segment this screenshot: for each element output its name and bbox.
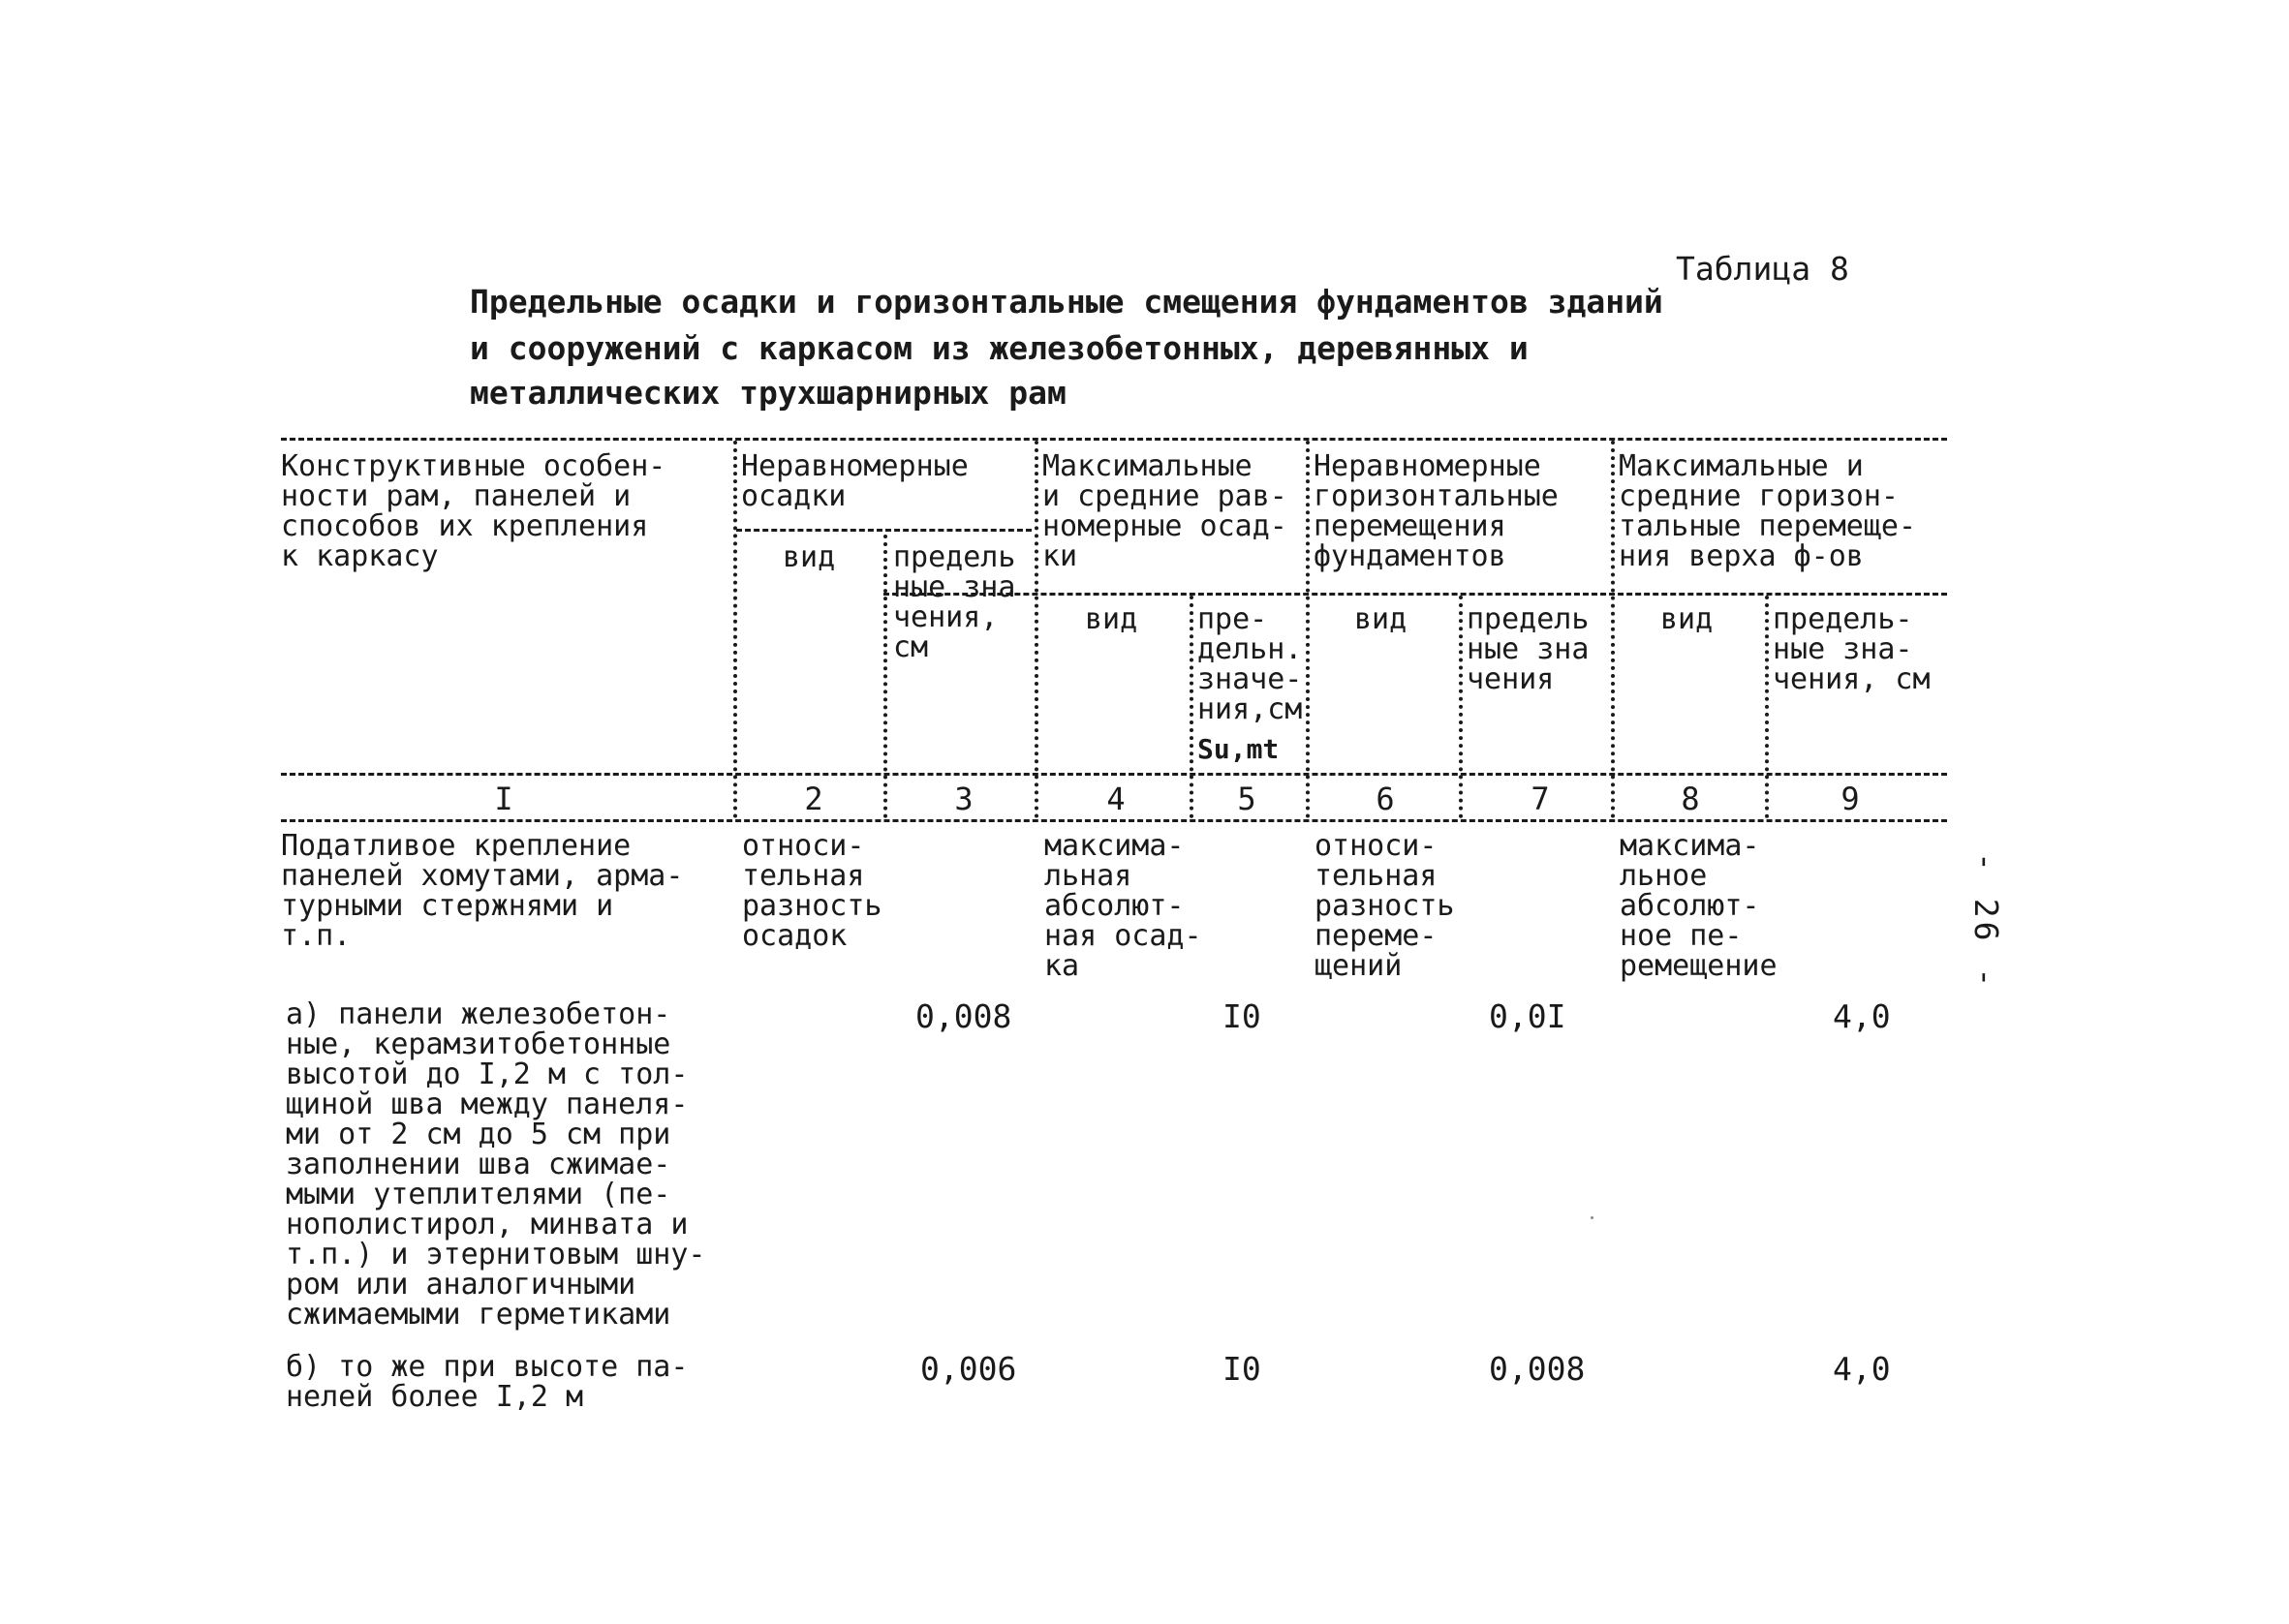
row2-col3-value: 0,008 — [915, 997, 1012, 1035]
column-number-2: 2 — [804, 781, 823, 817]
table-title-line-3: металлических трухшарнирных рам — [470, 374, 1067, 412]
header-col5-label: пре- дельн. значе- ния,см — [1197, 602, 1303, 726]
header-group-nonuniform-settlement: Неравномерные осадки — [741, 449, 969, 513]
header-col2-label: вид — [783, 540, 836, 574]
header-col9-label: предель- ные зна- чения, см — [1773, 602, 1931, 696]
header-group-nonuniform-horizontal: Неравномерные горизонтальные перемещения фундаментов — [1314, 449, 1559, 573]
column-number-4: 4 — [1106, 781, 1126, 817]
header-group-max-avg-horizontal: Максимальные и средние горизон- тальные перемеще- ния верха ф-ов — [1619, 449, 1917, 573]
column-number-8: 8 — [1681, 781, 1700, 817]
row2-construction-type: а) панели железобетон- ные, керамзитобетонные высотой до I,2 м с тол- щиной шва между панеля- ми от 2 см до 5 см при заполнении шва сжимае- мыми утеплителями (пе- нополистирол, минвата и т.п.) и этернитовым шну- ром или аналогичными сжимаемыми герметиками — [286, 997, 706, 1332]
header-col3-label: предель ные зна чения, см — [893, 540, 1016, 664]
col-separator-4-5 — [1190, 596, 1193, 818]
row2-col5-value: I0 — [1222, 997, 1261, 1035]
header-subrule-middle — [883, 593, 1947, 596]
row3-col9-value: 4,0 — [1833, 1350, 1891, 1388]
row1-construction-type: Податливое крепление панелей хомутами, арма- турными стержнями и т.п. — [281, 829, 684, 953]
header-group-max-avg-settlement: Максимальные и средние рав- номерные осад- ки — [1042, 449, 1287, 573]
column-number-9: 9 — [1840, 781, 1860, 817]
col-separator-6-7 — [1459, 596, 1463, 818]
header-col1-label: Конструктивные особен- ности рам, панелей и способов их крепления к каркасу — [281, 449, 666, 573]
row3-col7-value: 0,008 — [1489, 1350, 1586, 1388]
col-separator-3-4 — [1035, 441, 1038, 818]
table-top-rule — [281, 438, 1947, 441]
column-number-6: 6 — [1376, 781, 1395, 817]
row1-col2-kind: относи- тельная разность осадок — [742, 829, 882, 953]
table-title-line-2: и сооружений с каркасом из железобетонных, деревянных и — [470, 329, 1529, 367]
column-number-1: I — [494, 781, 513, 817]
row2-col9-value: 4,0 — [1833, 997, 1891, 1035]
table-title-line-1: Предельные осадки и горизонтальные смещения фундаментов зданий — [470, 283, 1663, 321]
numbers-bottom-rule — [281, 819, 1947, 822]
table-caption: Таблица 8 — [1676, 250, 1849, 288]
row2-col7-value: 0,0I — [1489, 997, 1566, 1035]
page-number: - 26 - — [1967, 852, 2005, 992]
row3-col5-value: I0 — [1222, 1350, 1261, 1388]
row1-col6-kind: относи- тельная разность переме- щений — [1315, 829, 1455, 983]
column-number-5: 5 — [1237, 781, 1256, 817]
header-col7-label: предель ные зна чения — [1467, 602, 1590, 696]
row3-construction-type: б) то же при высоте па- нелей более I,2 м — [286, 1350, 689, 1414]
header-subrule-osadki — [736, 529, 1032, 532]
col-separator-2-3 — [883, 535, 887, 818]
header-col8-label: вид — [1660, 602, 1714, 636]
col-separator-5-6 — [1306, 441, 1310, 818]
header-bottom-rule — [281, 773, 1947, 776]
col-separator-1-2 — [733, 441, 737, 818]
header-col5-symbol: Su,mt — [1197, 733, 1280, 765]
row3-col3-value: 0,006 — [920, 1350, 1017, 1388]
row1-col8-kind: максима- льное абсолют- ное пе- ремещение — [1620, 829, 1778, 983]
header-col6-label: вид — [1354, 602, 1407, 636]
col-separator-8-9 — [1765, 596, 1769, 818]
scan-speck — [1591, 1216, 1593, 1219]
col-separator-7-8 — [1611, 441, 1615, 818]
header-col4-label: вид — [1085, 602, 1138, 636]
row1-col4-kind: максима- льная абсолют- ная осад- ка — [1044, 829, 1202, 983]
column-number-7: 7 — [1531, 781, 1550, 817]
column-number-3: 3 — [954, 781, 974, 817]
